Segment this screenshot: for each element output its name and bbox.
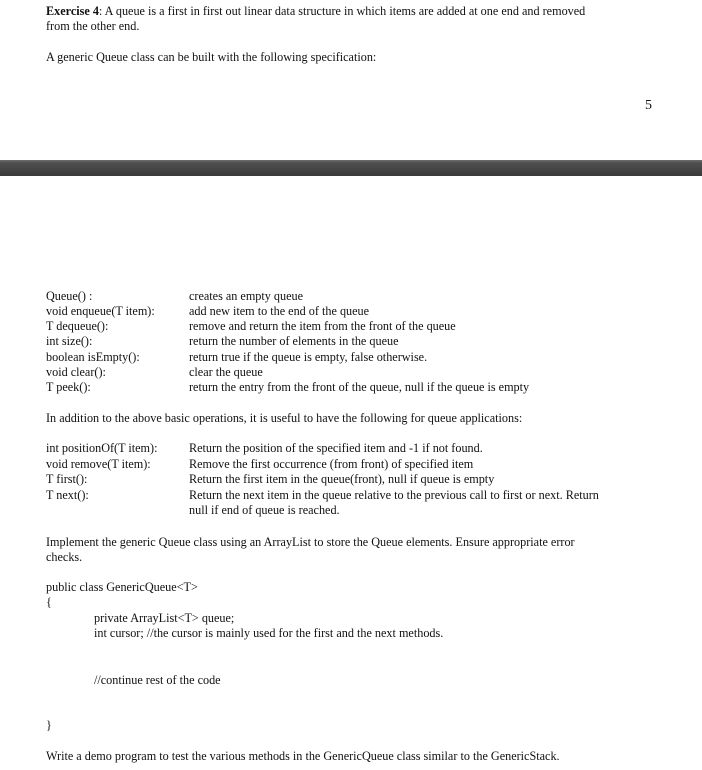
demo-instruction: Write a demo program to test the various methods in the GenericQueue class similar to the GenericStack. (46, 749, 560, 763)
method-description: Return the first item in the queue(front), null if queue is empty (189, 472, 495, 486)
method-description: Return the next item in the queue relative to the previous call to first or next. Return (189, 488, 599, 502)
method-signature: T first(): (46, 472, 88, 486)
method-signature: boolean isEmpty(): (46, 350, 140, 364)
method-description: add new item to the end of the queue (189, 304, 370, 318)
method-description: Remove the first occurrence (from front) of specified item (189, 457, 474, 471)
method-signature: void enqueue(T item): (46, 304, 155, 318)
code-close-brace: } (46, 718, 52, 732)
code-open-brace: { (46, 595, 52, 609)
code-field-queue: private ArrayList<T> queue; (94, 611, 235, 625)
method-signature: int size(): (46, 334, 93, 348)
method-signature: int positionOf(T item): (46, 441, 158, 455)
method-signature: void clear(): (46, 365, 106, 379)
method-signature: void remove(T item): (46, 457, 151, 471)
exercise-label: Exercise 4 (46, 4, 99, 18)
method-signature: T dequeue(): (46, 319, 109, 333)
method-description-continued: null if end of queue is reached. (189, 503, 340, 517)
exercise-intro-text: : A queue is a first in first out linear data structure in which items are added at one end and removed (98, 4, 586, 18)
code-comment: //continue rest of the code (94, 673, 221, 687)
additional-intro: In addition to the above basic operations, it is useful to have the following for queue applications: (46, 411, 523, 425)
code-field-cursor: int cursor; //the cursor is mainly used for the first and the next methods. (94, 626, 444, 640)
method-signature: T next(): (46, 488, 89, 502)
method-description: return true if the queue is empty, false otherwise. (189, 350, 428, 364)
implement-line1: Implement the generic Queue class using an ArrayList to store the Queue elements. Ensure appropriate error (46, 535, 575, 549)
method-description: return the entry from the front of the queue, null if the queue is empty (189, 380, 530, 394)
spec-intro: A generic Queue class can be built with the following specification: (46, 50, 377, 64)
method-description: creates an empty queue (189, 289, 304, 303)
method-signature: T peek(): (46, 380, 91, 394)
exercise-intro-line1 (46, 4, 585, 19)
implement-line2: checks. (46, 550, 83, 564)
method-description: Return the position of the specified item and -1 if not found. (189, 441, 483, 455)
exercise-intro-line2: from the other end. (46, 19, 140, 33)
method-description: remove and return the item from the front of the queue (189, 319, 456, 333)
code-class-declaration: public class GenericQueue<T> (46, 580, 198, 594)
page-divider (0, 160, 702, 176)
page-number: 5 (645, 98, 652, 113)
method-description: clear the queue (189, 365, 263, 379)
method-description: return the number of elements in the queue (189, 334, 399, 348)
method-signature: Queue() : (46, 289, 93, 303)
